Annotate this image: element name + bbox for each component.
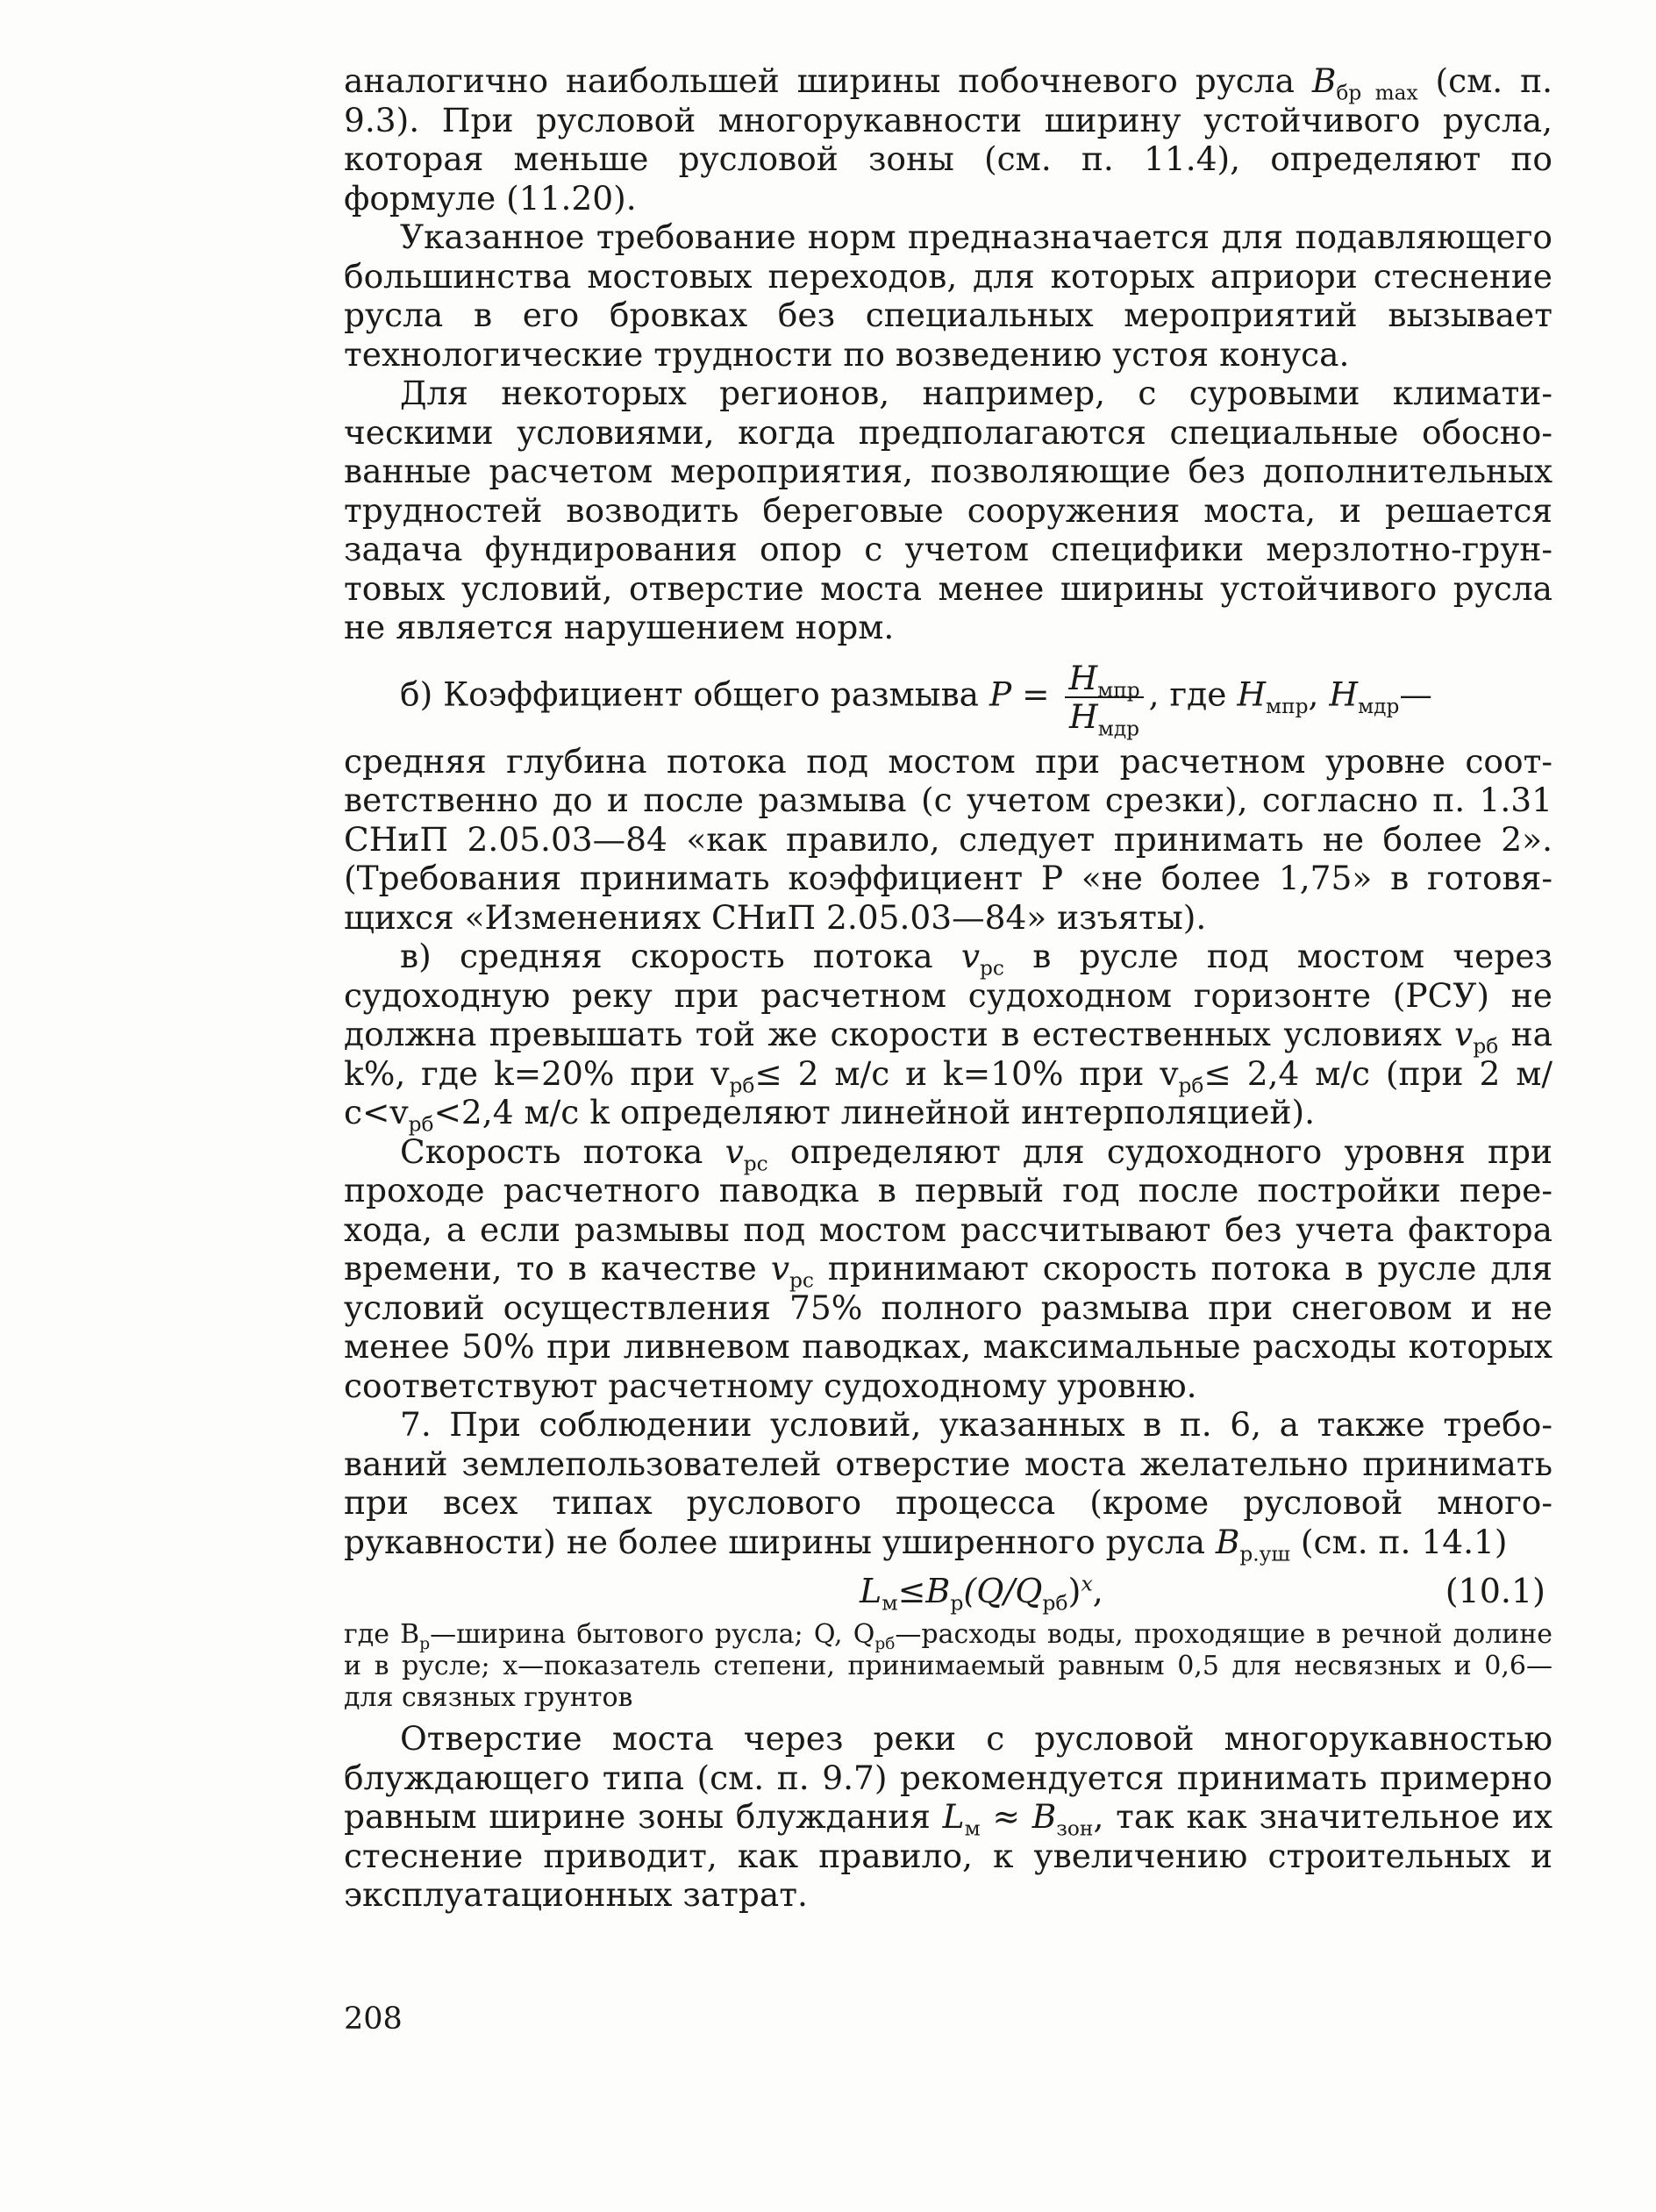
formula-legend: где $B_р—ширина$ бытового русла; Q, $Q_{рб}—расходы$ воды, проходящие в речной долине и в русле; x—показатель степени, принимаемый равным 0,5 для несвязных и 0,6—для связных грунтов (344, 1619, 1552, 1713)
paragraph-continuation: аналогично наибольшей ширины побочневого русла $B_{бр max}$ (см. п. 9.3). При русловой многорукавности ширину устойчивого русла, которая меньше русловой зоны (см. п. 11.4), определяют по формуле (11.20). (344, 61, 1552, 218)
paragraph-norm-requirement: Указанное требование норм предназначается для подавляющего большинства мостовых переходов, для которых априори стеснение русла в его бровках без специальных мероприятий вызывает технологические трудности по возведению устоя конуса. (344, 218, 1552, 374)
paragraph-braided-rivers: Отверстие моста через реки с русловой многорукавностью блуждающего типа (см. п. 9.7) рекомендуется принимать примерно равным ширине зоны блуждания $L_м \approx B_{зон}$, так как значительное их стеснение приводит, как правило, к увеличению строительных и эксплуатационных затрат. (344, 1719, 1553, 1914)
paragraph-flow-speed: Скорость потока $v_{рс}$ определяют для судоходного уровня при проходе расчетного паводка в первый год после постройки перехода, а если размывы под мостом рассчитывают без учета фактора времени, то в качестве $v_{рс}$ принимают скорость потока в русле для условий осуществления 75% полного размыва при снеговом и не менее 50% при ливневом паводках, максимальные расходы которых соответствуют расчетному судоходному уровню. (344, 1131, 1553, 1405)
page-number: 208 (344, 2002, 403, 2037)
paragraph-item-7: 7. При соблюдении условий, указанных в п. 6, а также требований землепользователей отверстие моста желательно принимать при всех типах руслового процесса (кроме русловой многорукавности) не более ширины уширенного русла $B_{р.уш}$ (см. п. 14.1) (344, 1405, 1552, 1566)
equation-expression: $L_м\le B_р(Q/Q_{рб})^x$, (860, 1571, 1103, 1616)
fraction: $\frac{H_{мпр}}{H_{мдр}}$ (1065, 660, 1143, 735)
equation-10-1 (344, 1566, 1552, 1616)
equation-number: (10.1) (1445, 1572, 1545, 1610)
paragraph-scour-coefficient: б) Коэффициент общего размыва P = $\frac{H_{мпр}}{H_{мдр}}$ , где $H_{мпр}$, $H_{мдр}—$ (400, 658, 1432, 740)
paragraph-regions: Для некоторых регионов, например, с суровыми климатическими условиями, когда предполагаются специальные обоснованные расчетом мероприятия, позволяющие без дополнительных трудностей возводить береговые сооружения моста, и решается задача фундирования опор с учетом специфики мерзлотно-грунтовых условий, отверстие моста менее ширины устойчивого русла не является нарушением норм. (344, 374, 1552, 646)
body-text (344, 61, 1552, 1915)
paragraph-velocity: в) средняя скорость потока $v_{рс}$ в русле под мостом через судоходную реку при расчетном судоходном горизонте (РСУ) не должна превышать той же скорости в естественных условиях $v_{рб}$ на k%, где k=20% при $v_{рб}\le 2$ м/с и k=10% при $v_{рб}\le 2,4$ м/с (при 2 $м/с<v_{рб}<2,4$ м/с k определяют линейной интерполяцией). (344, 937, 1552, 1137)
paragraph-mean-depth: средняя глубина потока под мостом при расчетном уровне соответственно до и после размыва (с учетом срезки), согласно п. 1.31 СНиП 2.05.03—84 «как правило, следует принимать не более 2». (Требования принимать коэффициент P «не более 1,75» в готовящихся «Изменениях СНиП 2.05.03—84» изъяты). (344, 741, 1552, 937)
